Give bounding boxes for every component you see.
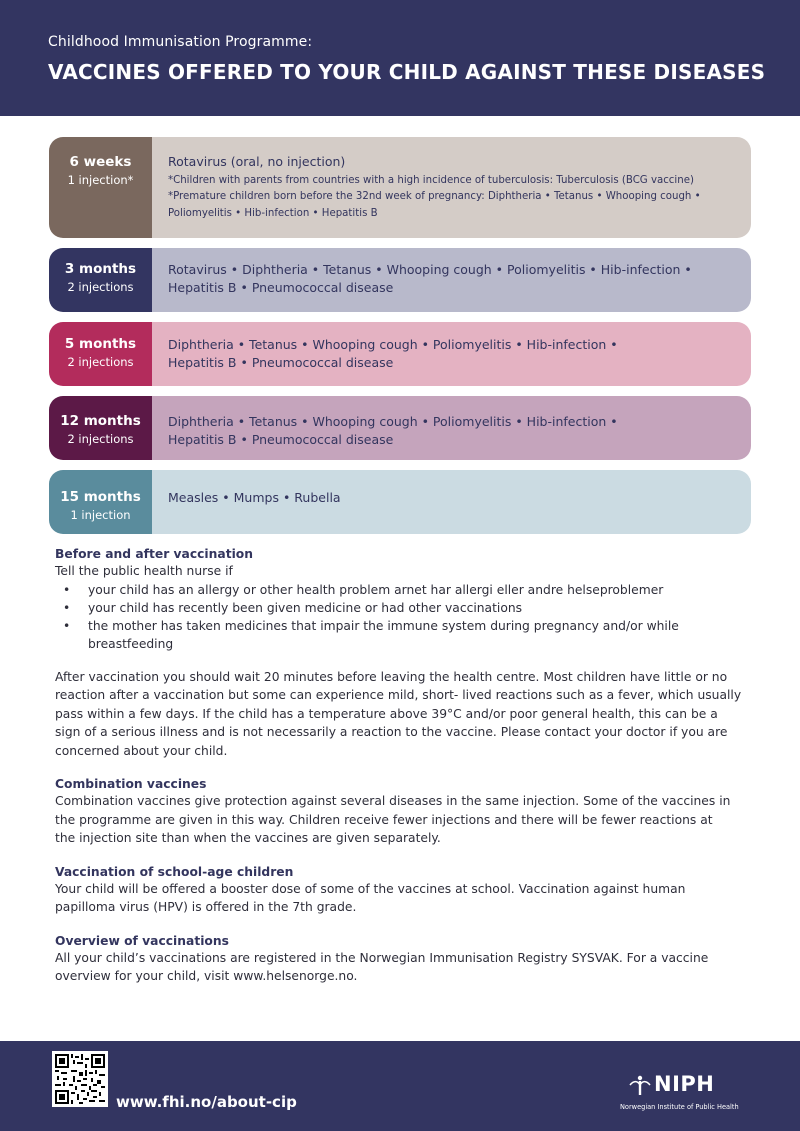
- injection-count: 1 injection*: [67, 173, 134, 187]
- list-item-text: your child has recently been given medicine or had other vaccinations: [88, 600, 523, 615]
- paragraph-line: sign of a serious illness and is not necessarily a reaction to the vaccine. Please contact your doctor if you are: [55, 725, 728, 739]
- age-cell: [49, 322, 152, 386]
- paragraph-line: the injection site than when the vaccines are given separately.: [55, 831, 441, 845]
- injection-count: 2 injections: [67, 432, 134, 446]
- section-heading: Vaccination of school-age children: [55, 864, 294, 879]
- schedule-row-6-weeks: [49, 137, 751, 238]
- schedule-row-5-months: [49, 322, 751, 386]
- section-heading: Combination vaccines: [55, 777, 207, 791]
- after-vaccination-paragraph: [55, 668, 755, 761]
- age-label: 6 weeks: [69, 154, 132, 170]
- vaccination-schedule: [49, 137, 751, 544]
- vaccine-line: Hepatitis B • Pneumococcal disease: [168, 354, 394, 370]
- bullet-glyph: •: [63, 582, 71, 597]
- list-item-text: breastfeeding: [88, 636, 174, 651]
- vaccine-line: Rotavirus • Diphtheria • Tetanus • Whooping cough • Poliomyelitis • Hib-infection •: [168, 262, 692, 277]
- age-cell: [49, 396, 152, 460]
- footer-url-link[interactable]: www.fhi.no/about-cip: [116, 1093, 297, 1111]
- page-title: VACCINES OFFERED TO YOUR CHILD AGAINST THESE DISEASES: [48, 60, 766, 84]
- bullet-glyph: •: [63, 618, 71, 633]
- injection-count: 2 injections: [67, 280, 134, 294]
- vaccine-description: [152, 322, 751, 386]
- section-paragraph: [55, 949, 755, 986]
- age-cell: [49, 137, 152, 238]
- age-cell: [49, 470, 152, 534]
- logo-wordmark: NIPH: [654, 1072, 715, 1096]
- vaccine-line: Hepatitis B • Pneumococcal disease: [168, 279, 394, 295]
- vaccine-description: [152, 137, 751, 238]
- age-label: 12 months: [60, 413, 141, 429]
- paragraph-line: concerned about your child.: [55, 743, 228, 758]
- niph-logo: [620, 1071, 760, 1115]
- page-header: [0, 0, 800, 116]
- section-school-age: [55, 864, 755, 917]
- vaccine-line: Measles • Mumps • Rubella: [168, 490, 341, 505]
- vaccine-description: [152, 470, 751, 534]
- list-item: [63, 599, 755, 617]
- bullet-glyph: •: [63, 600, 71, 615]
- vaccine-main-line: Rotavirus (oral, no injection): [168, 154, 346, 169]
- vaccine-line: Diphtheria • Tetanus • Whooping cough • Poliomyelitis • Hib-infection •: [168, 337, 618, 352]
- list-item-text: the mother has taken medicines that impair the immune system during pregnancy and/or while: [88, 618, 679, 633]
- paragraph-line: Combination vaccines give protection against several diseases in the same injection. Some of the vaccines in: [55, 794, 731, 808]
- age-label: 5 months: [64, 336, 137, 352]
- niph-logo-icon: [628, 1073, 652, 1097]
- schedule-row-12-months: [49, 396, 751, 460]
- footnote-line: Poliomyelitis • Hib-infection • Hepatitis B: [168, 207, 378, 219]
- list-item: [63, 617, 755, 653]
- paragraph-line: All your child’s vaccinations are registered in the Norwegian Immunisation Registry SYSVAK. For a vaccine: [55, 950, 709, 965]
- age-cell: [49, 248, 152, 312]
- vaccine-line: Diphtheria • Tetanus • Whooping cough • Poliomyelitis • Hib-infection •: [168, 414, 618, 429]
- paragraph-line: papilloma virus (HPV) is offered in the 7th grade.: [55, 900, 357, 914]
- schedule-row-15-months: [49, 470, 751, 534]
- injection-count: 1 injection: [70, 508, 131, 522]
- paragraph-line: After vaccination you should wait 20 minutes before leaving the health centre. Most children have little or no: [55, 669, 728, 684]
- intro-text: Tell the public health nurse if: [55, 564, 233, 578]
- vaccine-description: [152, 248, 751, 312]
- age-label: 3 months: [64, 261, 137, 277]
- vaccine-description: [152, 396, 751, 460]
- section-paragraph: [55, 880, 755, 917]
- paragraph-line: Your child will be offered a booster dose of some of the vaccines at school. Vaccination against human: [55, 881, 686, 896]
- paragraph-line: the programme are given in this way. Children receive fewer injections and there will be fewer reactions at: [55, 812, 713, 827]
- section-heading: Overview of vaccinations: [55, 933, 229, 948]
- footnote-line: *Premature children born before the 32nd week of pregnancy: Diphtheria • Tetanus • Whooping cough •: [168, 191, 701, 202]
- injection-count: 2 injections: [67, 355, 134, 369]
- info-content: [55, 546, 755, 1002]
- footnote-line: *Children with parents from countries with a high incidence of tuberculosis: Tuberculosis (BCG vaccine): [168, 174, 694, 186]
- list-item: [63, 581, 755, 599]
- section-before-after: [55, 546, 755, 760]
- paragraph-line: reaction after a vaccination but some can experience mild, short- lived reactions such as a fever, which usually: [55, 688, 742, 702]
- nurse-checklist: [63, 581, 755, 653]
- paragraph-line: pass within a few days. If the child has a temperature above 39°C and/or poor general health, this can be a: [55, 706, 718, 721]
- logo-subtitle: Norwegian Institute of Public Health: [620, 1103, 739, 1111]
- schedule-row-3-months: [49, 248, 751, 312]
- page-footer: [0, 1041, 800, 1131]
- list-item-text: your child has an allergy or other health problem arnet har allergi eller andre helseproblemer: [88, 582, 664, 597]
- section-combination: [55, 776, 755, 848]
- section-heading: Before and after vaccination: [55, 547, 253, 561]
- section-paragraph: [55, 792, 755, 848]
- age-label: 15 months: [60, 489, 141, 505]
- section-overview: [55, 933, 755, 986]
- vaccine-line: Hepatitis B • Pneumococcal disease: [168, 431, 394, 447]
- paragraph-line: overview for your child, visit www.helsenorge.no.: [55, 969, 358, 983]
- header-kicker: Childhood Immunisation Programme:: [48, 34, 313, 50]
- qr-code-icon[interactable]: [52, 1051, 108, 1107]
